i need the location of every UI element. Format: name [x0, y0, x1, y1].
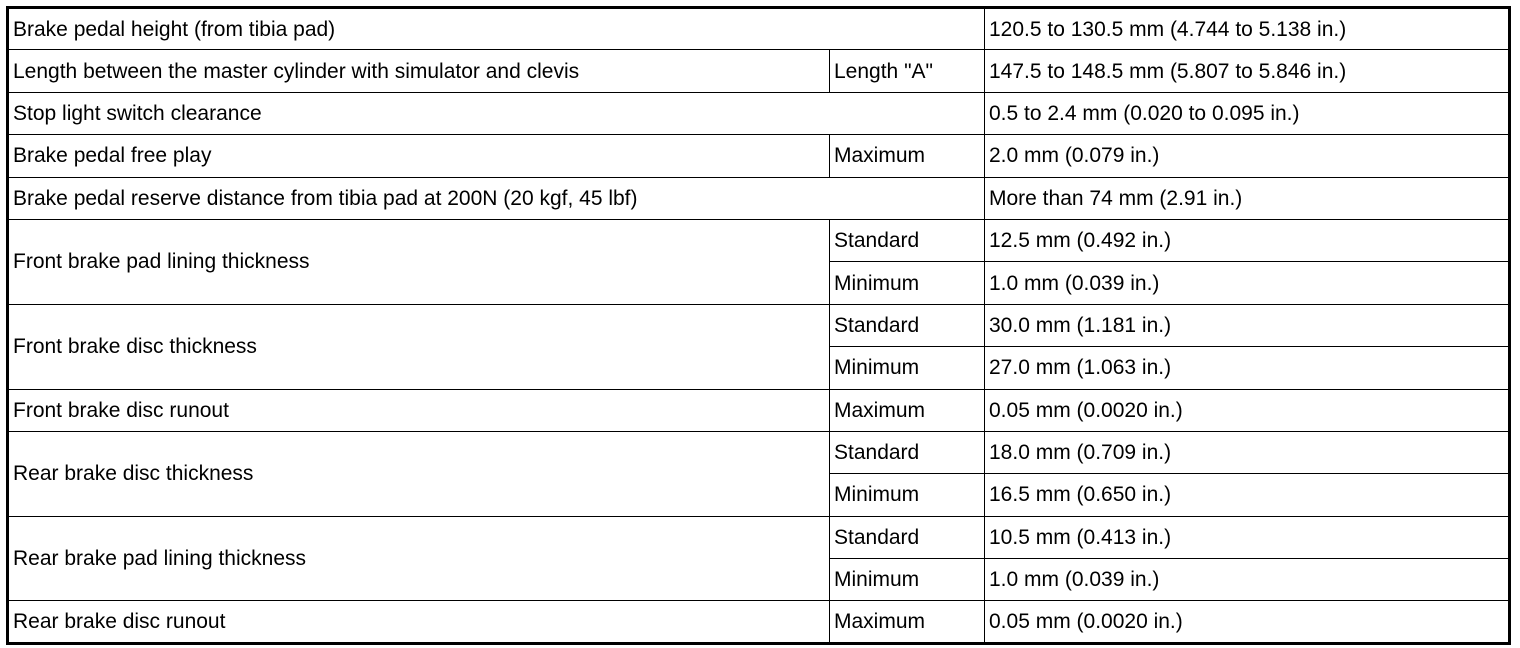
item-cell: Front brake pad lining thickness [8, 219, 830, 304]
value-cell: 18.0 mm (0.709 in.) [985, 431, 1510, 473]
item-cell: Rear brake disc runout [8, 601, 830, 643]
table-row [8, 135, 1510, 177]
condition-cell: Maximum [830, 135, 985, 177]
table-row [8, 219, 1510, 261]
table-row [8, 389, 1510, 431]
condition-cell: Maximum [830, 601, 985, 643]
value-cell: 0.05 mm (0.0020 in.) [985, 601, 1510, 643]
condition-cell: Length "A" [830, 50, 985, 92]
table-row [8, 304, 1510, 346]
value-cell: 27.0 mm (1.063 in.) [985, 347, 1510, 389]
value-cell: 1.0 mm (0.039 in.) [985, 262, 1510, 304]
item-cell: Front brake disc runout [8, 389, 830, 431]
value-cell: More than 74 mm (2.91 in.) [985, 177, 1510, 219]
table-row [8, 92, 1510, 134]
value-cell: 10.5 mm (0.413 in.) [985, 516, 1510, 558]
condition-cell: Minimum [830, 474, 985, 516]
value-cell: 12.5 mm (0.492 in.) [985, 219, 1510, 261]
condition-cell: Maximum [830, 389, 985, 431]
brake-specifications-table [6, 6, 1511, 645]
value-cell: 16.5 mm (0.650 in.) [985, 474, 1510, 516]
table-row [8, 50, 1510, 92]
item-cell: Brake pedal height (from tibia pad) [8, 8, 985, 50]
condition-cell: Standard [830, 304, 985, 346]
item-cell: Brake pedal reserve distance from tibia pad at 200N (20 kgf, 45 lbf) [8, 177, 985, 219]
table-row [8, 177, 1510, 219]
value-cell: 147.5 to 148.5 mm (5.807 to 5.846 in.) [985, 50, 1510, 92]
item-cell: Rear brake disc thickness [8, 431, 830, 516]
condition-cell: Minimum [830, 262, 985, 304]
item-cell: Rear brake pad lining thickness [8, 516, 830, 601]
item-cell: Length between the master cylinder with simulator and clevis [8, 50, 830, 92]
table-row [8, 516, 1510, 558]
item-cell: Brake pedal free play [8, 135, 830, 177]
value-cell: 30.0 mm (1.181 in.) [985, 304, 1510, 346]
value-cell: 2.0 mm (0.079 in.) [985, 135, 1510, 177]
condition-cell: Minimum [830, 559, 985, 601]
table-row [8, 601, 1510, 643]
item-cell: Stop light switch clearance [8, 92, 985, 134]
item-cell: Front brake disc thickness [8, 304, 830, 389]
value-cell: 0.05 mm (0.0020 in.) [985, 389, 1510, 431]
condition-cell: Standard [830, 431, 985, 473]
value-cell: 0.5 to 2.4 mm (0.020 to 0.095 in.) [985, 92, 1510, 134]
table-row [8, 431, 1510, 473]
table-row [8, 8, 1510, 50]
condition-cell: Minimum [830, 347, 985, 389]
condition-cell: Standard [830, 219, 985, 261]
condition-cell: Standard [830, 516, 985, 558]
value-cell: 120.5 to 130.5 mm (4.744 to 5.138 in.) [985, 8, 1510, 50]
value-cell: 1.0 mm (0.039 in.) [985, 559, 1510, 601]
